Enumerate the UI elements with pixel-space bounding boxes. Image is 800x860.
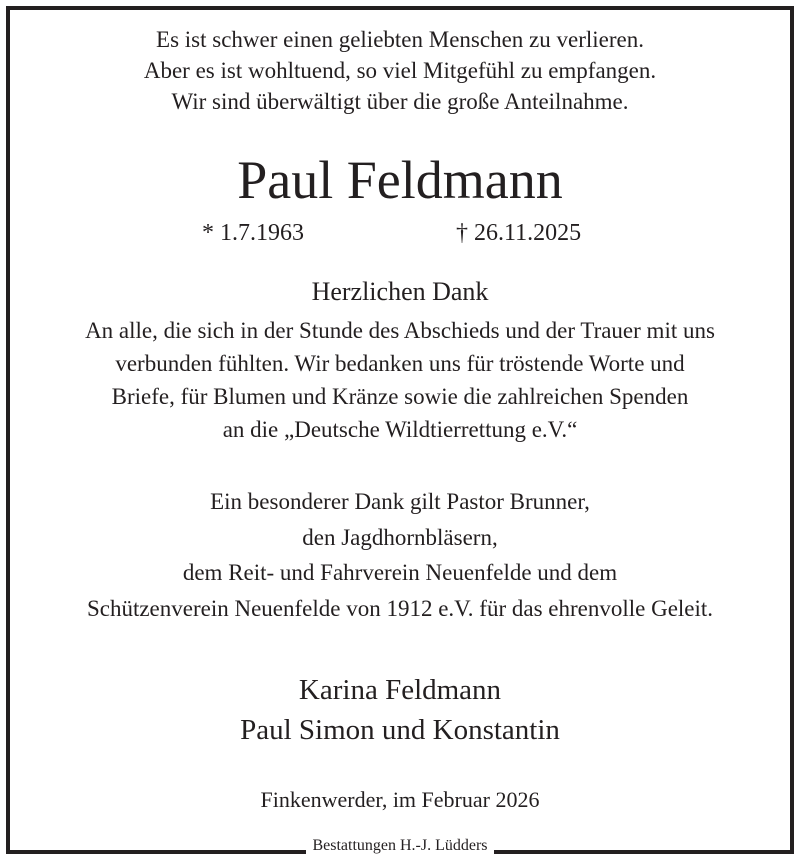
special-thanks-text	[0, 484, 800, 626]
special-thanks-line: Ein besonderer Dank gilt Pastor Brunner,	[210, 489, 590, 514]
quote-line: Es ist schwer einen geliebten Menschen zu verlieren.	[156, 27, 644, 52]
undertaker-footer	[0, 835, 800, 857]
thanks-heading: Herzlichen Dank	[311, 277, 489, 306]
quote-line: Aber es ist wohltuend, so viel Mitgefühl zu empfangen.	[143, 58, 657, 83]
special-thanks-line: Schützenverein Neuenfelde von 1912 e.V. für das ehrenvolle Geleit.	[86, 595, 714, 621]
death-date: † 26.11.2025	[456, 220, 582, 246]
thanks-line: Briefe, für Blumen und Kränze sowie die zahlreichen Spenden	[111, 384, 689, 409]
opening-quote	[0, 24, 800, 117]
deceased-name: Paul Feldmann	[237, 150, 563, 210]
family-signatures	[0, 670, 800, 750]
special-thanks-line: dem Reit- und Fahrverein Neuenfelde und dem	[182, 560, 618, 585]
thanks-line: An alle, die sich in der Stunde des Abschieds und der Trauer mit uns	[85, 318, 715, 343]
thanks-text	[0, 314, 800, 446]
undertaker-name: Bestattungen H.-J. Lüdders	[306, 835, 493, 857]
signature-line: Karina Feldmann	[298, 674, 502, 706]
birth-date: * 1.7.1963	[202, 220, 304, 246]
special-thanks-line: den Jagdhornbläsern,	[302, 524, 498, 550]
thanks-line: verbunden fühlten. Wir bedanken uns für tröstende Worte und	[115, 351, 685, 376]
signature-line: Paul Simon und Konstantin	[240, 714, 560, 746]
thanks-line: an die „Deutsche Wildtierrettung e.V.“	[222, 417, 578, 442]
place-and-date: Finkenwerder, im Februar 2026	[260, 787, 540, 812]
quote-line: Wir sind überwältigt über die große Anteilnahme.	[171, 89, 629, 114]
